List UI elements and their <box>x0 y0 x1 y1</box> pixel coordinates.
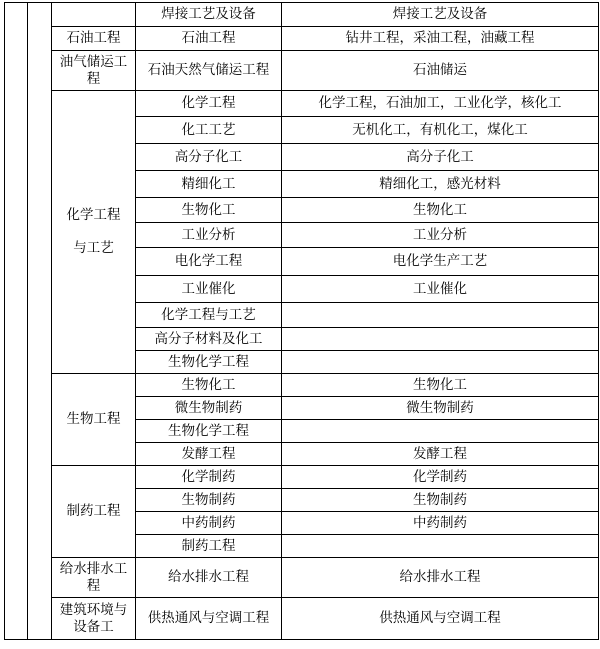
group-cell: 建筑环境与设备工 <box>52 598 136 640</box>
description-cell: 生物化工 <box>282 374 599 397</box>
table-row <box>5 51 599 91</box>
description-cell <box>282 535 599 558</box>
major-catalog-table <box>4 2 599 640</box>
description-cell: 高分子化工 <box>282 144 599 171</box>
major-cell: 化工工艺 <box>136 117 282 144</box>
major-cell: 生物化学工程 <box>136 420 282 443</box>
description-cell: 发酵工程 <box>282 443 599 466</box>
group-cell: 油气储运工程 <box>52 51 136 91</box>
major-cell: 精细化工 <box>136 171 282 198</box>
group-cell: 制药工程 <box>52 466 136 558</box>
table-row <box>5 558 599 598</box>
description-cell <box>282 420 599 443</box>
description-cell: 工业分析 <box>282 223 599 248</box>
description-cell: 电化学生产工艺 <box>282 248 599 276</box>
group-cell: 给水排水工程 <box>52 558 136 598</box>
major-cell: 生物化学工程 <box>136 351 282 374</box>
description-cell: 给水排水工程 <box>282 558 599 598</box>
description-cell: 生物化工 <box>282 198 599 223</box>
description-cell: 石油储运 <box>282 51 599 91</box>
table-row <box>5 374 599 397</box>
major-cell: 石油天然气储运工程 <box>136 51 282 91</box>
description-cell <box>282 351 599 374</box>
major-cell: 电化学工程 <box>136 248 282 276</box>
major-cell: 化学制药 <box>136 466 282 489</box>
major-cell: 化学工程 <box>136 91 282 117</box>
description-cell <box>282 303 599 328</box>
table-row <box>5 598 599 640</box>
description-cell: 生物制药 <box>282 489 599 512</box>
description-cell: 供热通风与空调工程 <box>282 598 599 640</box>
left-margin-column <box>28 3 52 640</box>
major-cell: 制药工程 <box>136 535 282 558</box>
group-cell <box>52 91 136 374</box>
major-cell: 给水排水工程 <box>136 558 282 598</box>
group-cell <box>52 3 136 27</box>
description-cell <box>282 328 599 351</box>
major-cell: 中药制药 <box>136 512 282 535</box>
major-cell: 焊接工艺及设备 <box>136 3 282 27</box>
table-row <box>5 91 599 117</box>
table-row <box>5 466 599 489</box>
description-cell: 化学工程，石油加工，工业化学，核化工 <box>282 91 599 117</box>
major-cell: 化学工程与工艺 <box>136 303 282 328</box>
group-label-line: 与工艺 <box>73 240 114 256</box>
description-cell: 精细化工，感光材料 <box>282 171 599 198</box>
group-cell: 生物工程 <box>52 374 136 466</box>
major-cell: 供热通风与空调工程 <box>136 598 282 640</box>
major-cell: 高分子材料及化工 <box>136 328 282 351</box>
major-cell: 工业催化 <box>136 276 282 303</box>
group-label-line: 化学工程 <box>66 207 121 223</box>
description-cell: 微生物制药 <box>282 397 599 420</box>
major-cell: 工业分析 <box>136 223 282 248</box>
major-cell: 石油工程 <box>136 27 282 51</box>
major-cell: 高分子化工 <box>136 144 282 171</box>
major-cell: 微生物制药 <box>136 397 282 420</box>
group-cell: 石油工程 <box>52 27 136 51</box>
description-cell: 无机化工，有机化工，煤化工 <box>282 117 599 144</box>
table-row <box>5 27 599 51</box>
left-margin-column <box>5 3 28 640</box>
table-row <box>5 3 599 27</box>
major-cell: 生物制药 <box>136 489 282 512</box>
major-cell: 发酵工程 <box>136 443 282 466</box>
description-cell: 焊接工艺及设备 <box>282 3 599 27</box>
major-cell: 生物化工 <box>136 374 282 397</box>
description-cell: 化学制药 <box>282 466 599 489</box>
description-cell: 工业催化 <box>282 276 599 303</box>
major-cell: 生物化工 <box>136 198 282 223</box>
description-cell: 钻井工程，采油工程，油藏工程 <box>282 27 599 51</box>
description-cell: 中药制药 <box>282 512 599 535</box>
